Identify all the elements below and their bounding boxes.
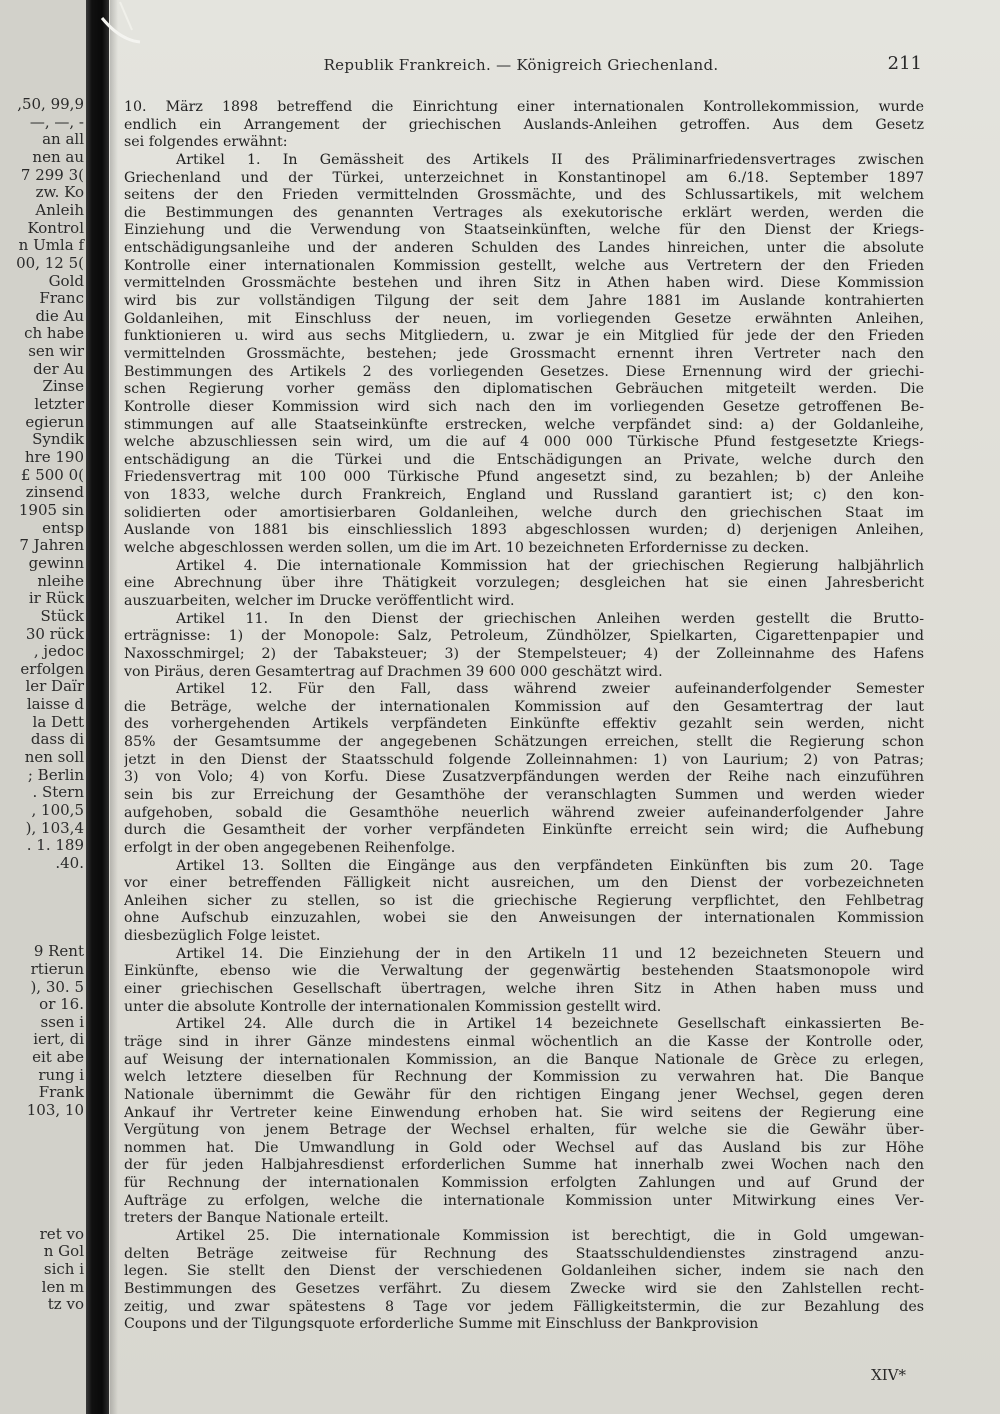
- adjacent-page-fragment: ir Rück: [28, 589, 84, 608]
- text-line: diesbezüglich Folge leistet.: [124, 928, 321, 945]
- page-number: 211: [887, 53, 922, 74]
- adjacent-page-strip: [0, 0, 86, 1414]
- text-line: endlich ein Arrangement der griechischen Auslands-Anleihen getroffen. Aus dem Gesetz: [124, 116, 924, 133]
- text-line: aufgehoben, sobald die Gesamthöhe neuerlich während zweier aufeinanderfolgender Jahre: [124, 804, 924, 821]
- text-line: des vorhergehenden Artikels verpfändeten Einkünfte effektiv gezahlt sein werden, nicht: [124, 716, 924, 733]
- text-line: von 1833, welche durch Frankreich, England und Russland garantiert ist; c) den kon-: [124, 487, 924, 504]
- text-line: entschädigungsanleihe und der anderen Schulden des Landes hinreichen, unter die absolute: [124, 240, 924, 257]
- adjacent-page-fragment: —, —, -: [29, 112, 84, 131]
- gutter-shadow: [110, 0, 118, 1414]
- text-line: schen Regierung vorher gemäss den diplomatischen Gebräuchen mitgeteilt werden. Die: [124, 381, 924, 398]
- adjacent-page-fragment: Franc: [39, 289, 84, 308]
- adjacent-page-fragment: an all: [42, 130, 84, 149]
- text-line: Artikel 13. Sollten die Eingänge aus den verpfändeten Einkünften bis zum 20. Tage: [176, 857, 924, 874]
- text-line: auf Weisung der internationalen Kommission, an die Banque Nationale de Grèce zu erlegen,: [124, 1051, 924, 1068]
- text-line: für Rechnung der internationalen Kommission erfolgten Zahlungen und auf Grund der: [124, 1175, 924, 1192]
- text-line: Naxosschmirgel; 2) der Tabaksteuer; 3) der Stempelsteuer; 4) der Zolleinnahme des Hafens: [124, 645, 924, 662]
- adjacent-page-fragment: la Dett: [32, 712, 84, 731]
- adjacent-page-fragment: , jedoc: [33, 642, 84, 661]
- adjacent-page-fragment: 9 Rent: [33, 942, 84, 961]
- text-line: vor einer betreffenden Fälligkeit nicht ausreichen, um den Dienst der vorbezeichneten: [124, 875, 924, 892]
- adjacent-page-fragment: 103, 10: [26, 1101, 84, 1120]
- adjacent-page-fragment: sen wir: [28, 342, 84, 361]
- body-text: [124, 99, 924, 1334]
- adjacent-page-fragment: gewinn: [28, 553, 84, 572]
- text-line: auszuarbeiten, welcher im Drucke veröffentlicht wird.: [124, 592, 515, 609]
- adjacent-page-fragment: ), 30. 5: [30, 977, 84, 996]
- adjacent-page-fragment: ret vo: [39, 1224, 84, 1243]
- text-line: delten Beträge zeitweise für Rechnung des Staatsschuldendienstes zinstragend anzu-: [124, 1245, 924, 1262]
- text-line: Einkünfte, ebenso wie die Verwaltung der gegenwärtig bestehenden Staatsmonopole wird: [124, 963, 924, 980]
- text-line: sei folgendes erwähnt:: [124, 134, 288, 151]
- adjacent-page-fragment: tz vo: [47, 1295, 84, 1314]
- adjacent-page-fragment: .40.: [55, 853, 84, 872]
- adjacent-page-fragment: zw. Ko: [35, 183, 84, 202]
- text-line: 3) von Volo; 4) von Korfu. Diese Zusatzverpfändungen werden der Reihe nach einzuführen: [124, 769, 924, 786]
- adjacent-page-fragment: nen soll: [24, 748, 84, 767]
- text-line: legen. Sie stellt den Dienst der verschiedenen Goldanleihen sicher, indem sie nach den: [124, 1263, 924, 1280]
- adjacent-page-fragment: dass di: [30, 730, 84, 749]
- adjacent-page-fragment: Stück: [40, 606, 84, 625]
- adjacent-page-fragment: Frank: [38, 1083, 84, 1102]
- text-line: Vergütung von jenem Betrage der Wechsel erhalten, für welche sie die Gewähr über-: [124, 1122, 924, 1139]
- text-line: Nationale übernimmt die Gewähr für den richtigen Eingang jener Wechsel, gegen deren: [124, 1086, 924, 1103]
- text-line: solidierten oder amortisierbaren Goldanleihen, welche durch den griechischen Staat im: [124, 504, 924, 521]
- text-line: welche abgeschlossen werden sollen, um die im Art. 10 bezeichneten Erfordernisse zu decken.: [124, 540, 810, 557]
- adjacent-page-fragment: ; Berlin: [27, 765, 84, 784]
- text-line: träge sind in ihrer Gänze mindestens einmal wöchentlich an die Kasse der Kontrolle oder,: [124, 1033, 924, 1050]
- text-line: einer griechischen Gesellschaft übertragen, welche ihren Sitz in Athen haben muss und: [124, 981, 924, 998]
- adjacent-page-fragment: rtierun: [30, 959, 84, 978]
- adjacent-page-fragment: Syndik: [32, 430, 84, 449]
- text-line: Artikel 11. In den Dienst der griechischen Anleihen werden gestellt die Brutto-: [176, 610, 924, 627]
- text-line: welch letztere dieselben für Rechnung der Kommission zu verwahren hat. Die Banque: [124, 1069, 924, 1086]
- text-line: jetzt in den Dienst der Staatsschuld folgende Zolleinnahmen: 1) von Laurium; 2) von Patras;: [124, 751, 924, 768]
- adjacent-page-fragment: erfolgen: [20, 659, 84, 678]
- text-line: Artikel 1. In Gemässheit des Artikels II des Präliminarfriedensvertrages zwischen: [176, 151, 924, 168]
- adjacent-page-fragment: laisse d: [26, 695, 84, 714]
- text-line: sein bis zur Erreichung der Gesamthöhe der veranschlagten Summen und werden wieder: [124, 786, 924, 803]
- adjacent-page-fragment: iert, di: [33, 1030, 84, 1049]
- adjacent-page-fragment: ,50, 99,9: [17, 95, 84, 113]
- text-line: wird bis zur vollständigen Tilgung der seit dem Jahre 1881 im Auslande kontrahierten: [124, 293, 924, 310]
- adjacent-page-fragment: n Umla f: [18, 236, 84, 255]
- adjacent-page-fragment: ssen i: [40, 1012, 84, 1031]
- adjacent-page-fragment: zinsend: [25, 483, 84, 502]
- text-line: Auslande von 1881 bis einschliesslich 1893 abgeschlossen wurden; d) derjenigen Anleihen,: [124, 522, 924, 539]
- adjacent-page-fragment: 30 rück: [25, 624, 84, 643]
- text-line: treters der Banque Nationale erteilt.: [124, 1210, 389, 1227]
- text-line: Griechenland und der Türkei, unterzeichnet in Konstantinopel am 6./18. September 1897: [124, 169, 924, 186]
- adjacent-page-fragment: Kontrol: [27, 218, 84, 237]
- text-line: der für jeden Halbjahresdienst erforderlichen Summe hat innerhalb zwei Wochen nach den: [124, 1157, 924, 1174]
- adjacent-page-fragment: 7 299 3(: [20, 165, 84, 184]
- adjacent-page-fragment: . Stern: [32, 783, 84, 802]
- adjacent-page-fragment: . 1. 189: [26, 836, 84, 855]
- adjacent-page-fragment: der Au: [33, 359, 84, 378]
- text-line: die Beträge, welche der internationalen Kommission auf den Gesamtertrag der laut: [124, 698, 924, 715]
- text-line: Artikel 24. Alle durch die in Artikel 14 bezeichnete Gesellschaft einkassierten Be-: [176, 1016, 924, 1033]
- text-line: Einziehung und die Verwendung von Staatseinkünften, welche für den Dienst der Kriegs-: [124, 222, 924, 239]
- text-line: Bestimmungen des Gesetzes verfährt. Zu diesem Zwecke wird sie den Zahlstellen recht-: [124, 1280, 924, 1297]
- adjacent-page-fragment: egierun: [25, 412, 84, 431]
- text-line: Kontrolle dieser Kommission wird sich nach den im vorliegenden Gesetze getroffenen Be-: [124, 398, 924, 415]
- text-line: erfolgt in der oben angegebenen Reihenfolge.: [124, 839, 456, 856]
- text-line: nommen hat. Die Umwandlung in Gold oder Wechsel auf das Ausland bis zur Höhe: [124, 1139, 924, 1156]
- text-line: unter die absolute Kontrolle der internationalen Kommission gestellt wird.: [124, 998, 662, 1015]
- text-line: die Bestimmungen des genannten Vertrages als exekutorische erklärt werden, werden die: [124, 204, 924, 221]
- adjacent-page-fragment: eit abe: [32, 1048, 84, 1067]
- text-line: welche abzuschliessen sein wird, um die auf 4 000 000 Türkische Pfund festgesetzte Kriegs-: [124, 434, 924, 451]
- running-title: Republik Frankreich. — Königreich Griechenland.: [323, 56, 719, 74]
- adjacent-page-fragment: nleihe: [37, 571, 84, 590]
- text-line: vermittelnden Grossmächte bestehen und ihren Sitz in Athen haben wird. Diese Kommission: [124, 275, 924, 292]
- text-line: 85% der Gesamtsumme der angegebenen Schätzungen erreichen, stellt die Regierung schon: [124, 734, 924, 751]
- adjacent-page-fragment: Gold: [48, 271, 84, 290]
- text-line: von Piräus, deren Gesamtertrag auf Drachmen 39 600 000 geschätzt wird.: [124, 663, 663, 680]
- adjacent-page-fragment: , 100,5: [31, 801, 84, 819]
- text-line: vermittelnden Grossmächte, bestehen; jede Grossmacht ernennt ihren Vertreter nach den: [124, 345, 924, 362]
- adjacent-page-fragment: rung i: [38, 1065, 84, 1084]
- text-line: Artikel 4. Die internationale Kommission hat der griechischen Regierung halbjährlich: [176, 557, 924, 574]
- adjacent-page-fragment: 00, 12 5(: [16, 253, 84, 272]
- text-line: seitens der den Frieden vermittelnden Grossmächte, und des Schlussartikels, mit welchem: [124, 187, 924, 204]
- text-line: Artikel 25. Die internationale Kommission ist berechtigt, die in Gold umgewan-: [176, 1228, 924, 1244]
- text-line: entschädigung an die Türkei und die Entschädigungen an Private, welche durch den: [124, 451, 924, 468]
- adjacent-page-fragment: hre 190: [24, 448, 84, 466]
- running-header: [118, 53, 924, 80]
- text-line: Artikel 12. Für den Fall, dass während zweier aufeinanderfolgender Semester: [176, 681, 924, 698]
- signature-mark: XIV*: [871, 1366, 906, 1384]
- text-line: Kontrolle einer internationalen Kommission gestellt, welche aus Vertretern der den Frieden: [124, 257, 924, 274]
- adjacent-page-fragment: letzter: [34, 395, 84, 414]
- adjacent-page-fragment: Zinse: [42, 377, 84, 396]
- text-line: durch die Gesamtheit der vorher verpfändeten Einkünfte erreicht sein wird; die Aufhebung: [124, 822, 924, 839]
- text-line: Anleihen sicher zu stellen, so ist die griechische Regierung verpflichtet, den Fehlbetrag: [124, 892, 924, 909]
- text-line: funktionieren u. wird aus sechs Mitgliedern, u. zwar je ein Mitglied für jede der den Frieden: [124, 328, 924, 345]
- book-binding-gutter: [86, 0, 109, 1414]
- adjacent-page-fragment: sich i: [43, 1259, 84, 1278]
- adjacent-page-fragment: die Au: [35, 306, 84, 325]
- text-line: Coupons und der Tilgungsquote erforderliche Summe mit Einschluss der Bankprovision: [124, 1316, 759, 1333]
- text-line: stimmungen auf alle Staatseinkünfte erstrecken, welche verpfändet sind: a) der Goldanleihe,: [124, 416, 924, 433]
- adjacent-page-fragment: 1905 sin: [18, 500, 84, 519]
- adjacent-page-fragment: ), 103,4: [25, 818, 84, 837]
- adjacent-page-fragment: £ 500 0(: [20, 465, 84, 484]
- text-line: Ankauf ihr Vertreter keine Einwendung erhoben hat. Sie wird seitens der Regierung eine: [124, 1104, 924, 1121]
- text-line: Aufträge zu erfolgen, welche die internationale Kommission unter Mitwirkung eines Ver-: [124, 1192, 924, 1209]
- adjacent-page-fragment: Anleih: [35, 200, 84, 219]
- text-line: Bestimmungen des Artikels 2 des vorliegenden Gesetzes. Diese Ernennung wird der griechi-: [124, 363, 924, 380]
- adjacent-page-fragment: n Gol: [43, 1242, 84, 1261]
- text-line: ohne Aufschub einzuzahlen, wobei sie den Anweisungen der internationalen Kommission: [124, 910, 924, 927]
- text-line: zeitig, und zwar spätestens 8 Tage vor jedem Fälligkeitstermin, die zur Bezahlung des: [124, 1298, 924, 1315]
- text-line: 10. März 1898 betreffend die Einrichtung einer internationalen Kontrollekommission, wurde: [124, 99, 924, 115]
- text-line: Friedensvertrag mit 100 000 Türkische Pfund angesetzt sind, zu bezahlen; b) der Anleihe: [124, 469, 924, 486]
- adjacent-page-fragment: 7 Jahren: [19, 536, 84, 555]
- text-line: eine Abrechnung über ihre Thätigkeit vorzulegen; desgleichen hat sie einen Jahresbericht: [124, 575, 924, 592]
- adjacent-page-fragment: ler Daïr: [25, 677, 84, 696]
- text-line: erträgnisse: 1) der Monopole: Salz, Petroleum, Zündhölzer, Spielkarten, Cigarettenpapier und: [124, 628, 924, 645]
- adjacent-page-fragment: or 16.: [39, 995, 84, 1014]
- text-line: Goldanleihen, mit Einschluss der neuen, im vorliegenden Gesetze erwähnten Anleihen,: [124, 310, 924, 327]
- text-line: Artikel 14. Die Einziehung der in den Artikeln 11 und 12 bezeichneten Steuern und: [176, 945, 924, 962]
- adjacent-page-fragment: ch habe: [24, 324, 84, 343]
- adjacent-page-fragment: entsp: [42, 518, 84, 537]
- adjacent-page-fragment: len m: [41, 1277, 84, 1296]
- adjacent-page-fragment: nen au: [32, 147, 84, 166]
